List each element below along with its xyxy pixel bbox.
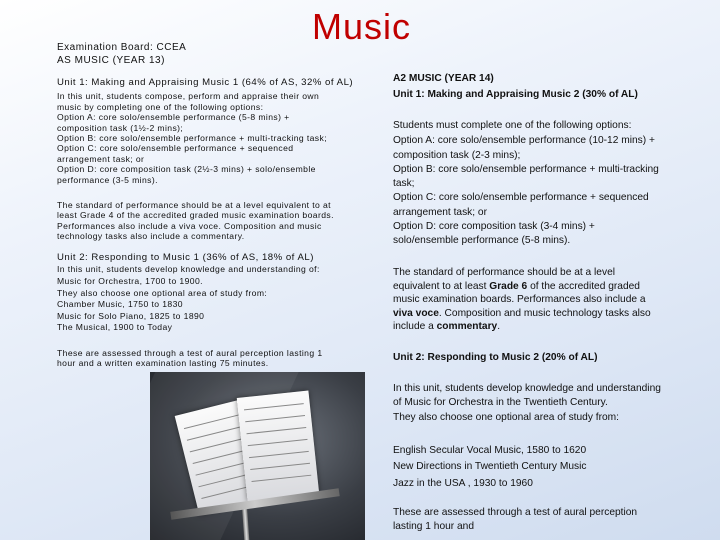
text-span: . (497, 321, 501, 332)
as-unit2-line: The Musical, 1900 to Today (57, 322, 173, 333)
a2-standard-line (393, 320, 693, 334)
grade-highlight: Grade 6 (489, 280, 528, 292)
a2-options-line: Option D: core composition task (3-4 mins) + (393, 221, 595, 233)
a2-assessed-paragraph (393, 506, 693, 535)
commentary-highlight: commentary (436, 321, 498, 332)
a2-standard-line: music examination boards. Performances also include a (393, 294, 646, 305)
as-standard-line: Performances also include a viva voce. Composition and music (57, 220, 322, 231)
a2-assessed-line: lasting 1 hour and (393, 521, 474, 533)
exam-board-header (57, 42, 186, 67)
as-unit2-heading: Unit 2: Responding to Music 1 (36% of AS, 18% of AL) (57, 252, 314, 263)
a2-standard-line (393, 307, 693, 321)
text-span: include a (393, 321, 437, 332)
as-unit1-line: Option D: core composition task (2½-3 mins) + solo/ensemble (57, 164, 316, 175)
viva-voce-highlight: viva voce (393, 307, 439, 319)
a2-optional-areas (393, 443, 693, 492)
as-standard-paragraph (57, 200, 357, 242)
a2-unit2-section (393, 382, 693, 425)
exam-board: Examination Board: CCEA (57, 42, 187, 53)
text-span: equivalent to at least (393, 280, 490, 292)
a2-options-section (393, 119, 693, 249)
optional-area-item: New Directions in Twentieth Century Music (393, 461, 587, 473)
a2-unit2-line: of Music for Orchestra in the Twentieth Century. (393, 397, 608, 409)
a2-options-line: composition task (2-3 mins); (393, 149, 521, 161)
a2-options-line: arrangement task; or (393, 206, 487, 218)
text-span: . Composition and music technology tasks also (438, 307, 651, 319)
as-assessed-paragraph (57, 348, 357, 369)
as-standard-line: technology tasks also include a commentary. (57, 231, 245, 242)
a2-standard-paragraph (393, 266, 693, 334)
sheet-page-right (237, 391, 319, 502)
as-unit1-line: Option B: core solo/ensemble performance + multi-tracking task; (57, 133, 327, 144)
as-unit1-line: performance (3-5 mins). (57, 174, 158, 185)
as-assessed-line: hour and a written examination lasting 75 minutes. (57, 358, 269, 369)
a2-assessed-line: These are assessed through a test of aural perception (393, 507, 638, 518)
as-unit1-line: music by completing one of the following options: (57, 101, 264, 112)
a2-standard-line: The standard of performance should be at a level (393, 267, 615, 278)
a2-options-line: Option A: core solo/ensemble performance (10-12 mins) + (393, 135, 655, 147)
as-unit2-line: Chamber Music, 1750 to 1830 (57, 299, 183, 310)
as-unit1-heading: Unit 1: Making and Appraising Music 1 (64% of AS, 32% of AL) (57, 77, 354, 88)
a2-options-line: Students must complete one of the following options: (393, 120, 632, 131)
a2-options-line: solo/ensemble performance (5-8 mins). (393, 235, 571, 247)
a2-unit2-line: They also choose one optional area of study from: (393, 411, 619, 423)
a2-unit2-heading: Unit 2: Responding to Music 2 (20% of AL) (393, 352, 598, 363)
a2-options-line: Option C: core solo/ensemble performance + sequenced (393, 192, 649, 204)
as-unit2-line: Music for Orchestra, 1700 to 1900. (57, 276, 203, 286)
as-unit1-line: arrangement task; or (57, 153, 145, 164)
a2-options-line: task; (393, 178, 415, 190)
as-assessed-line: These are assessed through a test of aural perception lasting 1 (57, 348, 323, 358)
as-unit1-line: Option C: core solo/ensemble performance + sequenced (57, 143, 294, 154)
a2-options-line: Option B: core solo/ensemble performance + multi-tracking (393, 163, 659, 175)
a2-header (393, 71, 693, 103)
page-title: Music (312, 6, 412, 47)
as-unit1-section (57, 78, 357, 185)
as-unit2-line: In this unit, students develop knowledge and understanding of: (57, 264, 320, 275)
a2-heading: A2 MUSIC (YEAR 14) (393, 73, 494, 84)
sheet-music-photo (150, 372, 365, 540)
as-unit1-line: Option A: core solo/ensemble performance (5-8 mins) + (57, 112, 290, 123)
course-name: AS MUSIC (YEAR 13) (57, 54, 165, 66)
as-unit1-line: In this unit, students compose, perform and appraise their own (57, 91, 320, 102)
a2-standard-line (393, 280, 693, 294)
optional-area-item: English Secular Vocal Music, 1580 to 1620 (393, 445, 587, 456)
as-standard-line: The standard of performance should be at a level equivalent to at (57, 200, 331, 210)
as-unit2-line: Music for Solo Piano, 1825 to 1890 (57, 310, 205, 321)
a2-unit1-heading: Unit 1: Making and Appraising Music 2 (30% of AL) (393, 89, 638, 100)
text-span: of the accredited graded (527, 280, 640, 292)
as-standard-line: least Grade 4 of the accredited graded music examination boards. (57, 210, 334, 221)
as-unit2-section (57, 253, 357, 334)
a2-unit2-line: In this unit, students develop knowledge and understanding (393, 383, 661, 394)
as-unit1-line: composition task (1½-2 mins); (57, 122, 184, 133)
optional-area-item: Jazz in the USA , 1930 to 1960 (393, 477, 533, 489)
as-unit2-line: They also choose one optional area of study from: (57, 287, 268, 298)
